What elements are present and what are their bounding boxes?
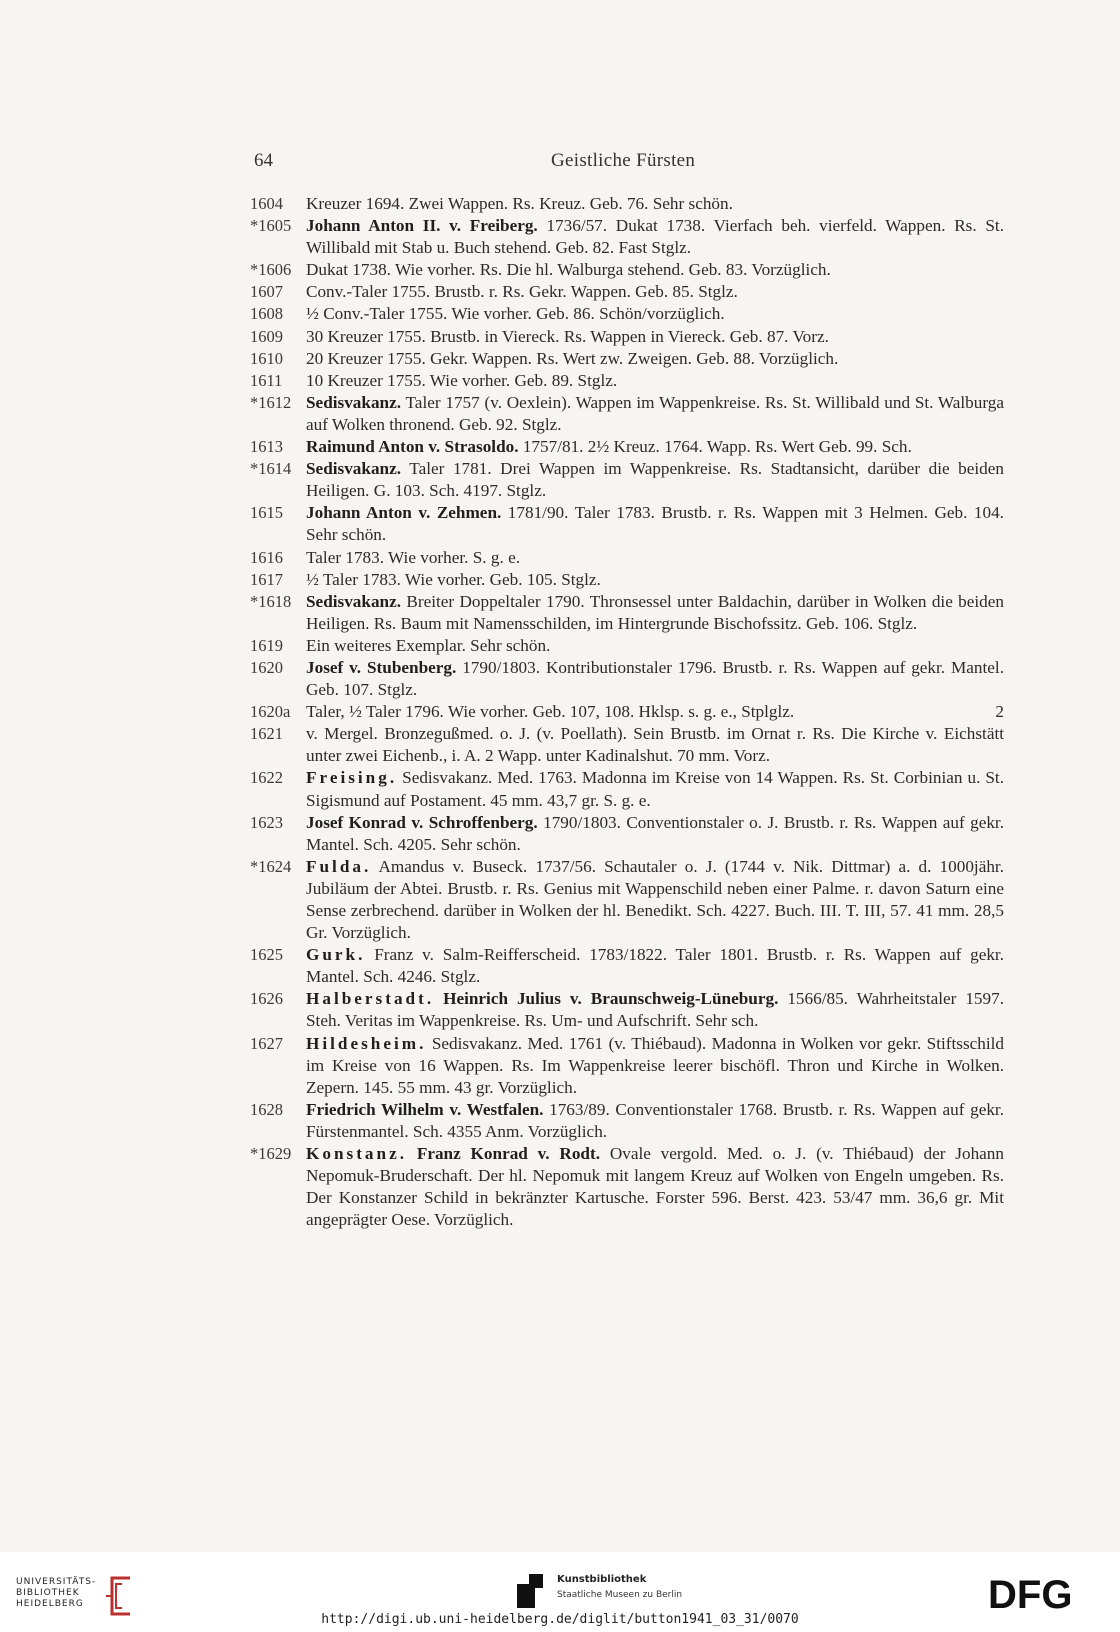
entry-description: Breiter Doppeltaler 1790. Thronsessel unter Baldachin, darüber in Wolken die beiden Heiligen. Rs. Baum mit Namensschilden, im Hintergrunde Bischofssitz. Geb. 106. Stglz. bbox=[306, 591, 1004, 633]
catalog-entry bbox=[250, 326, 1004, 348]
entry-text bbox=[306, 767, 1004, 811]
entry-text bbox=[306, 856, 1004, 944]
entry-number: 1609 bbox=[250, 326, 283, 346]
entry-text bbox=[306, 458, 1004, 502]
catalog-entry bbox=[250, 569, 1004, 591]
running-head bbox=[0, 150, 1120, 180]
entry-number: *1624 bbox=[250, 856, 292, 876]
entry-text bbox=[306, 326, 1004, 348]
catalog-entry bbox=[250, 303, 1004, 325]
entry-description: Ovale vergold. Med. o. J. (v. Thiébaud) der Johann Nepomuk-Bruderschaft. Der hl. Nepomuk mit langem Kreuz auf Wolken von Engeln umgeben. Rs. Der Konstanzer Schild in bekränzter Kartusche. Forster 596. Berst. 423. 53/47 mm. 36,6 gr. Mit angeprägter Oese. Vorzüglich. bbox=[306, 1144, 1004, 1230]
entry-number: *1605 bbox=[250, 216, 292, 236]
entry-description: Taler, ½ Taler 1796. Wie vorher. Geb. 107, 108. Hklsp. s. g. e., Stplglz. bbox=[306, 702, 795, 722]
entry-place: Gurk. bbox=[306, 945, 366, 965]
entry-ruler-name: Friedrich Wilhelm v. Westfalen. bbox=[306, 1099, 544, 1119]
entry-number: 1610 bbox=[250, 348, 283, 368]
entry-description: Taler 1783. Wie vorher. S. g. e. bbox=[306, 547, 521, 567]
entry-description: Dukat 1738. Wie vorher. Rs. Die hl. Walburga stehend. Geb. 83. Vorzüglich. bbox=[306, 260, 831, 280]
entry-text bbox=[306, 281, 1004, 303]
catalog-entry bbox=[250, 812, 1004, 856]
entry-description: Sedisvakanz. Med. 1763. Madonna im Kreise von 14 Wappen. Rs. St. Corbinian u. St. Sigismund auf Postament. 45 mm. 43,7 gr. S. g. e. bbox=[306, 768, 1004, 810]
entry-text bbox=[306, 944, 1004, 988]
entry-text bbox=[306, 657, 1004, 701]
permalink-url[interactable]: http://digi.ub.uni-heidelberg.de/diglit/button1941_03_31/0070 bbox=[321, 1612, 799, 1627]
entry-number: 1619 bbox=[250, 635, 283, 655]
catalog-entry bbox=[250, 193, 1004, 215]
catalog-entry bbox=[250, 767, 1004, 811]
entry-number: 1620a bbox=[250, 702, 291, 722]
entry-ruler-name: Raimund Anton v. Strasoldo. bbox=[306, 437, 519, 457]
entry-description: 1566/85. Wahrheitstaler 1597. Steh. Veritas im Wappenkreise. Rs. Um- und Aufschrift. Sehr sch. bbox=[306, 989, 1004, 1031]
catalog-entry bbox=[250, 591, 1004, 635]
catalog-entry bbox=[250, 348, 1004, 370]
page-number: 64 bbox=[254, 150, 273, 171]
entry-description: Conv.-Taler 1755. Brustb. r. Rs. Gekr. Wappen. Geb. 85. Stglz. bbox=[306, 282, 738, 302]
entry-description: v. Mergel. Bronzegußmed. o. J. (v. Poellath). Sein Brustb. im Ornat r. Rs. Die Kirche v. Eichstätt unter zwei Eichenb., i. A. 2 Wapp. unter Kadinalshut. 70 mm. Vorz. bbox=[306, 724, 1004, 766]
entry-text bbox=[306, 436, 1004, 458]
entry-text bbox=[306, 370, 1004, 392]
entry-description: ½ Taler 1783. Wie vorher. Geb. 105. Stglz. bbox=[306, 569, 601, 589]
entry-text bbox=[306, 348, 1004, 370]
entry-description: 1757/81. 2½ Kreuz. 1764. Wapp. Rs. Wert Geb. 99. Sch. bbox=[518, 437, 912, 457]
entry-description: Ein weiteres Exemplar. Sehr schön. bbox=[306, 635, 551, 655]
catalog-entry bbox=[250, 1143, 1004, 1231]
entry-number: 1627 bbox=[250, 1033, 283, 1053]
catalog-entries bbox=[250, 193, 1004, 1231]
entry-number: 1626 bbox=[250, 989, 283, 1009]
entry-description: 1790/1803. Conventionstaler o. J. Brustb. r. Rs. Wappen auf gekr. Mantel. Sch. 4205. Sehr schön. bbox=[306, 812, 1004, 854]
catalog-entry bbox=[250, 281, 1004, 303]
entry-ruler-name: Sedisvakanz. bbox=[306, 392, 402, 412]
entry-place: Freising. bbox=[306, 768, 398, 788]
footer bbox=[0, 1552, 1120, 1632]
catalog-entry bbox=[250, 1033, 1004, 1099]
entry-ruler-name: Josef Konrad v. Schroffenberg. bbox=[306, 812, 538, 832]
entry-text bbox=[306, 1033, 1004, 1099]
entry-text bbox=[306, 193, 1004, 215]
entry-description: Kreuzer 1694. Zwei Wappen. Rs. Kreuz. Geb. 76. Sehr schön. bbox=[306, 194, 733, 213]
entry-text bbox=[306, 812, 1004, 856]
entry-place: Halberstadt. bbox=[306, 989, 435, 1009]
entry-number: 1608 bbox=[250, 304, 283, 324]
entry-text bbox=[306, 259, 1004, 281]
entry-description: 1781/90. Taler 1783. Brustb. r. Rs. Wappen mit 3 Helmen. Geb. 104. Sehr schön. bbox=[306, 503, 1004, 545]
entry-description: Franz v. Salm-Reifferscheid. 1783/1822. Taler 1801. Brustb. r. Rs. Wappen auf gekr. Mantel. Sch. 4246. Stglz. bbox=[306, 945, 1004, 987]
entry-ruler-name: Franz Konrad v. Rodt. bbox=[407, 1144, 601, 1164]
kunstbibliothek-mark-icon bbox=[515, 1572, 545, 1610]
entry-text bbox=[306, 591, 1004, 635]
entry-number: 1623 bbox=[250, 812, 283, 832]
catalog-entry bbox=[250, 392, 1004, 436]
entry-number: 1611 bbox=[250, 370, 283, 390]
entry-number: *1629 bbox=[250, 1144, 292, 1164]
catalog-entry bbox=[250, 701, 1004, 723]
entry-text bbox=[306, 723, 1004, 767]
entry-ruler-name: Sedisvakanz. bbox=[306, 459, 402, 479]
entry-lot-count: 2 bbox=[995, 702, 1004, 722]
entry-description: 1736/57. Dukat 1738. Vierfach beh. vierfeld. Wappen. Rs. St. Willibald mit Stab u. Buch stehend. Geb. 82. Fast Stglz. bbox=[306, 216, 1004, 258]
entry-number: 1628 bbox=[250, 1099, 283, 1119]
catalog-entry bbox=[250, 547, 1004, 569]
catalog-entry bbox=[250, 635, 1004, 657]
entry-description: Taler 1781. Drei Wappen im Wappenkreise. Rs. Stadtansicht, darüber die beiden Heiligen. G. 103. Sch. 4197. Stglz. bbox=[306, 459, 1004, 501]
entry-text bbox=[306, 392, 1004, 436]
entry-place: Fulda. bbox=[306, 856, 372, 876]
entry-text bbox=[306, 502, 1004, 546]
entry-description: Taler 1757 (v. Oexlein). Wappen im Wappenkreise. Rs. St. Willibald und St. Walburga auf Wolken thronend. Geb. 92. Stglz. bbox=[306, 392, 1004, 434]
entry-description: 1790/1803. Kontributionstaler 1796. Brustb. r. Rs. Wappen auf gekr. Mantel. Geb. 107. Stglz. bbox=[306, 657, 1004, 700]
entry-description: 30 Kreuzer 1755. Brustb. in Viereck. Rs. Wappen in Viereck. Geb. 87. Vorz. bbox=[306, 326, 829, 346]
entry-description: 1763/89. Conventionstaler 1768. Brustb. r. Rs. Wappen auf gekr. Fürstenmantel. Sch. 4355 Anm. Vorzüglich. bbox=[306, 1099, 1004, 1141]
entry-ruler-name: Johann Anton II. v. Freiberg. bbox=[306, 216, 538, 236]
dfg-logo[interactable] bbox=[988, 1574, 1098, 1614]
entry-description: Amandus v. Buseck. 1737/56. Schautaler o. J. (1744 v. Nik. Dittmar) a. d. 1000jähr. Jubiläum der Abtei. Brustb. r. Rs. Genius mit Wappenschild neben einer Palme. r. davon Saturn eine Sense zerbrechend. darüber in Wolken der hl. Benedikt. Sch. 4227. Buch. III. T. III, 57. 41 mm. 28,5 Gr. Vorzüglich. bbox=[306, 856, 1004, 943]
entry-number: 1620 bbox=[250, 657, 283, 677]
entry-description: 20 Kreuzer 1755. Gekr. Wappen. Rs. Wert zw. Zweigen. Geb. 88. Vorzüglich. bbox=[306, 348, 839, 368]
entry-place: Hildesheim. bbox=[306, 1033, 427, 1053]
entry-number: 1625 bbox=[250, 945, 283, 965]
entry-text bbox=[306, 569, 1004, 591]
entry-number: *1614 bbox=[250, 459, 292, 479]
catalog-entry bbox=[250, 436, 1004, 458]
kunstbibliothek-logo[interactable] bbox=[515, 1572, 715, 1612]
entry-number: 1617 bbox=[250, 569, 283, 589]
catalog-entry bbox=[250, 723, 1004, 767]
entry-text bbox=[306, 547, 1004, 569]
catalog-entry bbox=[250, 657, 1004, 701]
page-title: Geistliche Fürsten bbox=[551, 150, 696, 171]
entry-text bbox=[306, 1099, 1004, 1143]
entry-description: 10 Kreuzer 1755. Wie vorher. Geb. 89. Stglz. bbox=[306, 370, 618, 390]
entry-text bbox=[306, 215, 1004, 259]
catalog-entry bbox=[250, 215, 1004, 259]
entry-text bbox=[306, 988, 1004, 1032]
catalog-entry bbox=[250, 458, 1004, 502]
entry-number: 1613 bbox=[250, 437, 283, 457]
entry-ruler-name: Sedisvakanz. bbox=[306, 591, 402, 611]
entry-text bbox=[306, 701, 1004, 723]
entry-ruler-name: Heinrich Julius v. Braunschweig-Lüneburg. bbox=[434, 989, 779, 1009]
entry-number: 1622 bbox=[250, 768, 283, 788]
catalog-entry bbox=[250, 988, 1004, 1032]
entry-number: 1616 bbox=[250, 547, 283, 567]
entry-description: ½ Conv.-Taler 1755. Wie vorher. Geb. 86. Schön/vorzüglich. bbox=[306, 304, 725, 324]
kunstbibliothek-subtitle: Staatliche Museen zu Berlin bbox=[557, 1590, 683, 1600]
dfg-logo-text: DFG bbox=[988, 1574, 1073, 1614]
kunstbibliothek-title: Kunstbibliothek bbox=[557, 1574, 647, 1585]
entry-ruler-name: Johann Anton v. Zehmen. bbox=[306, 503, 502, 523]
catalog-entry bbox=[250, 502, 1004, 546]
entry-text bbox=[306, 635, 1004, 657]
entry-number: *1606 bbox=[250, 260, 292, 280]
entry-description: Sedisvakanz. Med. 1761 (v. Thiébaud). Madonna in Wolken vor gekr. Stiftsschild im Kreise von 16 Wappen. Rs. Im Wappenkreise leerer bischöfl. Thron und Kirche in Wolken. Zepern. 145. 55 mm. 43 gr. Vorzüglich. bbox=[306, 1033, 1004, 1097]
entry-number: 1615 bbox=[250, 503, 283, 523]
entry-text bbox=[306, 1143, 1004, 1231]
catalog-entry bbox=[250, 259, 1004, 281]
entry-number: *1612 bbox=[250, 392, 292, 412]
entry-number: 1621 bbox=[250, 724, 283, 744]
ub-logo-text: UNIVERSITÄTS- BIBLIOTHEK HEIDELBERG bbox=[16, 1577, 97, 1609]
catalog-entry bbox=[250, 856, 1004, 944]
entry-place: Konstanz. bbox=[306, 1144, 408, 1164]
entry-ruler-name: Josef v. Stubenberg. bbox=[306, 657, 457, 677]
catalog-entry bbox=[250, 944, 1004, 988]
catalog-entry bbox=[250, 370, 1004, 392]
entry-number: 1604 bbox=[250, 194, 283, 213]
entry-number: *1618 bbox=[250, 591, 292, 611]
entry-text bbox=[306, 303, 1004, 325]
catalog-entry bbox=[250, 1099, 1004, 1143]
entry-number: 1607 bbox=[250, 282, 283, 302]
